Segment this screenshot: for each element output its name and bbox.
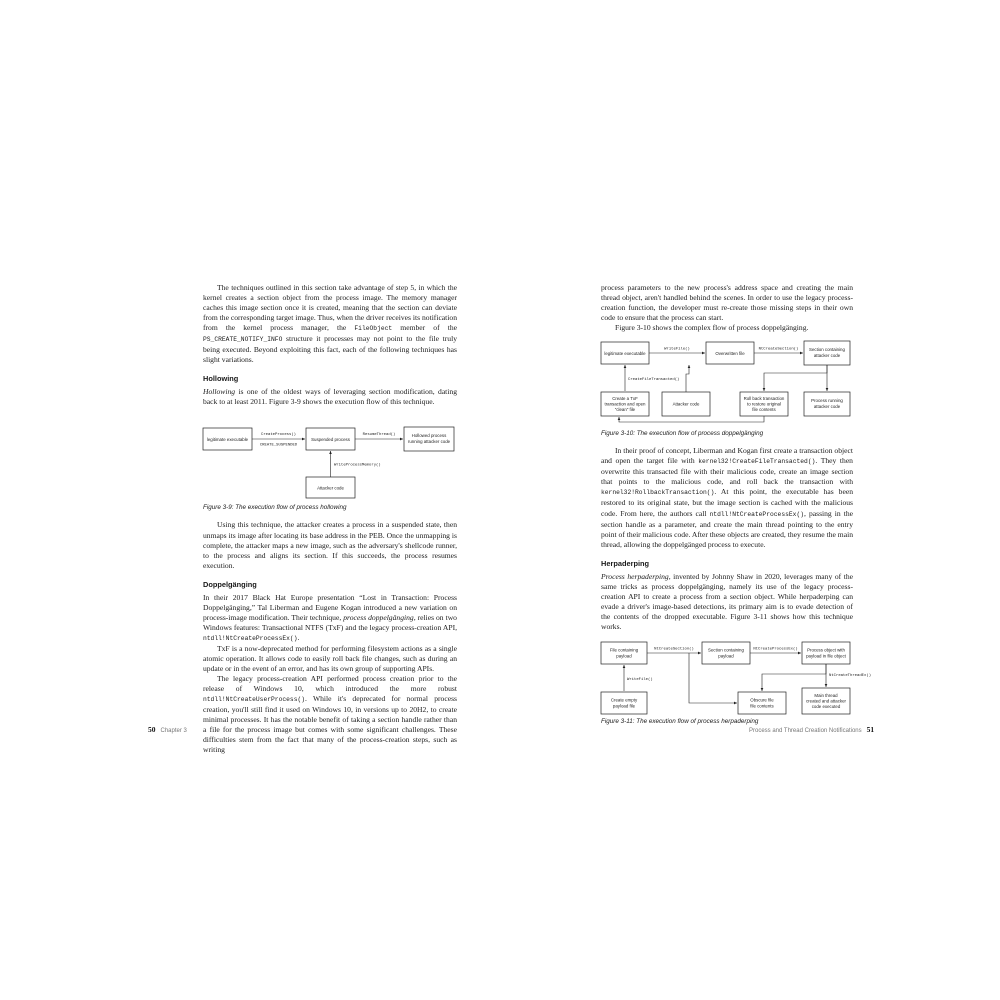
writeprocessmemory-label: WriteProcessMemory()	[334, 463, 381, 468]
obscure-file-label-2: file contents	[750, 703, 774, 709]
txf-label-2: transaction and open	[604, 401, 646, 407]
attacker-code-label: Attacker code	[317, 485, 344, 491]
herpaderping-heading: Herpaderping	[601, 558, 650, 568]
hollowed-process-label-2: running attacker code	[407, 439, 451, 445]
process-object-label-2: payload in file object	[806, 653, 846, 659]
section-payload-label-1: Section containing	[708, 647, 744, 653]
left-folio	[148, 725, 187, 734]
file-payload-label-2: payload	[616, 653, 632, 659]
hollowed-process-label-1: Hollowed process	[411, 433, 447, 439]
right-page-number: 51	[866, 725, 875, 734]
resumethread-label: ResumeThread()	[362, 433, 396, 438]
right-folio	[749, 725, 874, 734]
herpaderping-paragraph: Process herpaderping, invented by Johnny Shaw in 2020, leverages many of the same tricks as process doppelgänging, namely its use of the legacy process-creation API to create a process from a section object. While herpaderping can evade a driver's image-based detections, its primary aim is to evade detection of the contents of the dropped executable. Figure 3-11 shows how this technique works.	[601, 571, 854, 631]
figure-3-9-diagram	[203, 416, 457, 500]
empty-file-label-2: payload file	[612, 703, 636, 709]
process-object-label-1: Process object with	[807, 647, 845, 653]
attacker-to-overwritten-arrow	[686, 365, 689, 392]
rollback-label-1: Roll back transaction	[743, 396, 785, 402]
ntcreatesection-label: NtCreateSection()	[758, 347, 799, 352]
createfiletransacted-label: CreateFileTransacted()	[628, 378, 680, 383]
doppelganging-paragraph-2: TxF is a now-deprecated method for performing filesystem actions as a single atomic operation. It allows code to easily roll back file changes, such as during an update or in the event of an error, and has its own group of supporting APIs.	[203, 643, 457, 674]
legit-executable-label: legitimate executable	[604, 351, 646, 357]
left-page-number: 50	[148, 725, 156, 734]
main-thread-label-2: created and attacker	[805, 698, 847, 704]
process-to-obscure-arrow	[762, 664, 826, 691]
main-thread-label-1: Main thread	[814, 692, 838, 698]
figure-3-11-caption: Figure 3-11: The execution flow of process herpaderping	[601, 717, 759, 725]
ntcreatesection-label: NtCreateSection()	[654, 647, 694, 652]
create-suspended-label: CREATE_SUSPENDED	[259, 443, 298, 448]
doppelganging-paragraph-3: The legacy process-creation API performed process creation prior to the release of Windows 10, which introduced the more robust ntdll!NtCreateUserProcess(). While it's deprecated for normal process creation, you'll still find it used on Windows 10, in versions up to 20H2, to create minimal processes. It has the notable benefit of taking a section handle rather than a file for the process image but comes with some significant challenges. These difficulties stem from the fact that many of the process-creation steps, such as writing	[203, 674, 457, 755]
section-payload-label-2: payload	[718, 653, 734, 659]
txf-label-1: Create a TxF	[612, 396, 638, 402]
ntcreatethreadex-label: NtCreateThreadEx()	[829, 673, 872, 678]
section-attacker-label-1: Section containing	[809, 347, 845, 353]
section-to-rollback-arrow	[764, 365, 827, 391]
section-intro-paragraph: The techniques outlined in this section take advantage of step 5, in which the kernel creates a section object from the process image. The memory manager caches this image section once it is created, meaning that the section can deviate from the corresponding target image. Thus, when the driver receives its notification from the kernel process manager, the FileObject member of the PS_CREATE_NOTIFY_INFO structure it processes may not point to the file truly being executed. Beyond exploiting this fact, each of the following techniques has slight variations.	[203, 283, 457, 365]
rollback-to-txf-arrow	[619, 416, 764, 422]
process-running-label-2: attacker code	[813, 404, 841, 410]
main-thread-label-3: code executed	[811, 703, 841, 709]
figure-3-10-intro: Figure 3-10 shows the complex flow of process doppelgänging.	[615, 323, 809, 333]
createprocess-label: CreateProcess()	[260, 433, 297, 438]
file-payload-label-1: File containing	[609, 647, 639, 653]
continued-paragraph: process parameters to the new process's address space and creating the main thread object, aren't handled behind the scenes. In order to use the legacy process-creation function, the developer must re-create those missing steps in their own code to ensure that the process can start.	[601, 283, 853, 323]
left-running-head: Chapter 3	[160, 728, 187, 734]
figure-3-9-caption: Figure 3-9: The execution flow of process hollowing	[203, 504, 347, 512]
empty-file-label-1: Create empty	[610, 697, 638, 703]
figure-3-10-caption: Figure 3-10: The execution flow of process doppelgänging	[601, 430, 764, 438]
suspended-process-label: Suspended process	[311, 437, 350, 443]
writefile-label: WriteFile()	[664, 347, 690, 352]
hollowing-paragraph: Hollowing is one of the oldest ways of leveraging section modification, dating back to at least 2011. Figure 3-9 shows the execution flow of this technique.	[203, 387, 457, 407]
ntcreateprocessex-label: NtCreateProcessEx()	[753, 647, 798, 652]
right-running-head: Process and Thread Creation Notifications	[749, 728, 862, 734]
doppelganging-heading: Doppelgänging	[203, 579, 257, 589]
overwritten-file-label: Overwritten file	[715, 351, 745, 357]
rollback-label-2: to restore original	[747, 401, 781, 407]
doppelganging-paragraph-1: In their 2017 Black Hat Europe presentation “Lost in Transaction: Process Doppelgänging,” Tal Liberman and Eugene Kogan introduced a new variation on process-image modification. Their technique, process doppelgänging, relies on two Windows features: Transactional NTFS (TxF) and the legacy process-creation API, ntdll!NtCreateProcessEx().	[203, 592, 457, 642]
hollowing-heading: Hollowing	[203, 374, 239, 384]
section-attacker-label-2: attacker code	[813, 353, 841, 359]
attacker-code-label: Attacker code	[672, 401, 700, 407]
rollback-label-3: file contents	[752, 407, 776, 413]
figure-3-10-diagram	[601, 340, 853, 426]
writefile-label: WriteFile()	[627, 677, 653, 682]
process-running-label-1: Process running	[811, 398, 843, 404]
legit-executable-label: legitimate executable	[206, 437, 249, 443]
txf-label-3: “clean” file	[614, 407, 636, 413]
obscure-file-label-1: Obscure file	[750, 697, 774, 703]
doppelganging-poc-paragraph: In their proof of concept, Liberman and Kogan first create a transaction object and open the target file with kernel32!CreateFileTransacted(). They then overwrite this transacted file with their malicious code, create an image section that points to the malicious code, and roll back the transaction with kernel32!RollbackTransaction(). At this point, the executable has been restored to its original state, but the image section is cached with the malicious code. From here, the authors call ntdll!NtCreateProcessEx(), passing in the section handle as a parameter, and create the main thread pointing to the entry point of their malicious code. After these objects are created, they resume the main thread, allowing the doppelgänged process to execute.	[601, 446, 854, 549]
figure-3-11-diagram	[601, 640, 872, 714]
hollowing-explanation-paragraph: Using this technique, the attacker creates a process in a suspended state, then unmaps its image after locating its base address in the PEB. Once the unmapping is complete, the attacker maps a new image, such as the adversary's shellcode runner, to the process and aligns its section. If this succeeds, the process resumes execution.	[203, 520, 457, 570]
left-page-column	[203, 283, 457, 755]
